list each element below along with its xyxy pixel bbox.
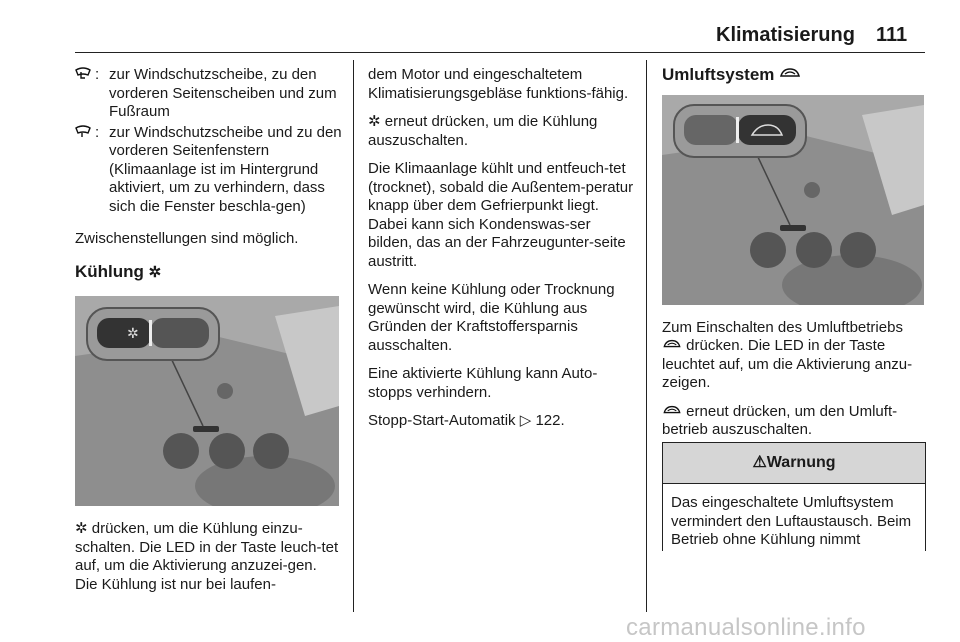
definition-text: zur Windschutzscheibe und zu den vorderen Seitenfenstern (Klimaanlage ist im Hintergrund aktiviert, um zu verhindern, dass sich die Fenster beschla-gen) <box>109 123 342 215</box>
section-heading-recirculation <box>662 66 924 85</box>
heading-text: Kühlung <box>75 261 144 281</box>
column-divider-1 <box>353 60 354 612</box>
warning-header <box>663 443 925 484</box>
paragraph-text: drücken, um die Kühlung einzu-schalten. Die LED in der Taste leuch-tet auf, um die Aktivierung anzuzei-gen. Die Kühlung ist nur bei laufen- <box>75 520 339 593</box>
warning-text: Das eingeschaltete Umluftsystem vermindert den Luftaustausch. Beim Betrieb ohne Kühlung nimmt <box>671 494 912 548</box>
snowflake-icon: ✲ <box>75 520 88 537</box>
column-divider-2 <box>646 60 647 612</box>
paragraph-text: erneut drücken, um den Umluft-betrieb auszuschalten. <box>662 402 898 438</box>
column-2 <box>368 66 638 441</box>
fuel-saving-text: Wenn keine Kühlung oder Trocknung gewünscht wird, die Kühlung aus Gründen der Kraftstoffersparnis ausschalten. <box>368 281 615 354</box>
snowflake-icon: ✲ <box>148 263 162 281</box>
dehumidify-text: Die Klimaanlage kühlt und entfeuch-tet (trocknet), sobald die Außentem-peratur knapp über dem Gefrierpunkt liegt. Dabei kann sich Kondenswas-ser bilden, das an der Fahrzeugunter-seite austritt. <box>368 160 634 270</box>
windscreen-icon <box>75 124 95 217</box>
svg-text:✲: ✲ <box>127 326 139 342</box>
recirculation-deactivate-text <box>662 403 924 440</box>
snowflake-icon: ✲ <box>368 113 381 130</box>
cooling-activate-text <box>75 520 343 594</box>
column-1 <box>75 66 343 604</box>
watermark: carmanualsonline.info <box>626 614 866 641</box>
reference-page: 122. <box>535 412 565 429</box>
page-title: Klimatisierung <box>716 24 855 46</box>
paragraph-text: drücken. Die LED in der Taste leuchtet auf, um die Aktivierung anzu-zeigen. <box>662 337 913 391</box>
reference-label: Stopp-Start-Automatik <box>368 412 516 429</box>
recirculation-activate-text-cont <box>662 337 924 393</box>
stop-start-reference <box>368 412 638 431</box>
warning-triangle-icon: ⚠ <box>752 454 767 471</box>
recirculation-icon <box>779 65 801 84</box>
definition-item-windscreen <box>75 124 343 217</box>
page-header <box>0 0 960 52</box>
warning-box <box>662 442 926 551</box>
cooling-deactivate-text <box>368 113 638 150</box>
recirculation-icon <box>662 337 686 354</box>
heading-text: Umluftsystem <box>662 65 775 84</box>
recirculation-icon <box>662 403 686 420</box>
definition-text: zur Windschutzscheibe, zu den vorderen Seitenscheiben und zum Fußraum <box>109 66 337 120</box>
column-3 <box>662 66 924 450</box>
page-number: 111 <box>876 24 908 46</box>
section-heading-cooling <box>75 263 343 283</box>
definition-colon: : <box>95 66 100 83</box>
recirculation-button-figure <box>662 95 924 305</box>
windscreen-footwell-icon <box>75 66 95 122</box>
autostop-text: Eine aktivierte Kühlung kann Auto-stopps verhindern. <box>368 365 598 401</box>
cooling-button-figure <box>75 296 339 506</box>
header-divider <box>75 52 925 53</box>
definition-colon: : <box>95 123 100 141</box>
warning-title: Warnung <box>766 454 836 471</box>
definition-item-windscreen-footwell <box>75 66 343 122</box>
intermediate-positions-text: Zwischenstellungen sind möglich. <box>75 230 299 247</box>
paragraph-text: erneut drücken, um die Kühlung auszuschalten. <box>368 113 598 149</box>
paragraph-continued: dem Motor und eingeschaltetem Klimatisierungsgebläse funktions-fähig. <box>368 66 629 102</box>
arrow-reference-icon: ▷ <box>519 412 532 429</box>
recirculation-activate-text: Zum Einschalten des Umluftbetriebs <box>662 318 903 336</box>
